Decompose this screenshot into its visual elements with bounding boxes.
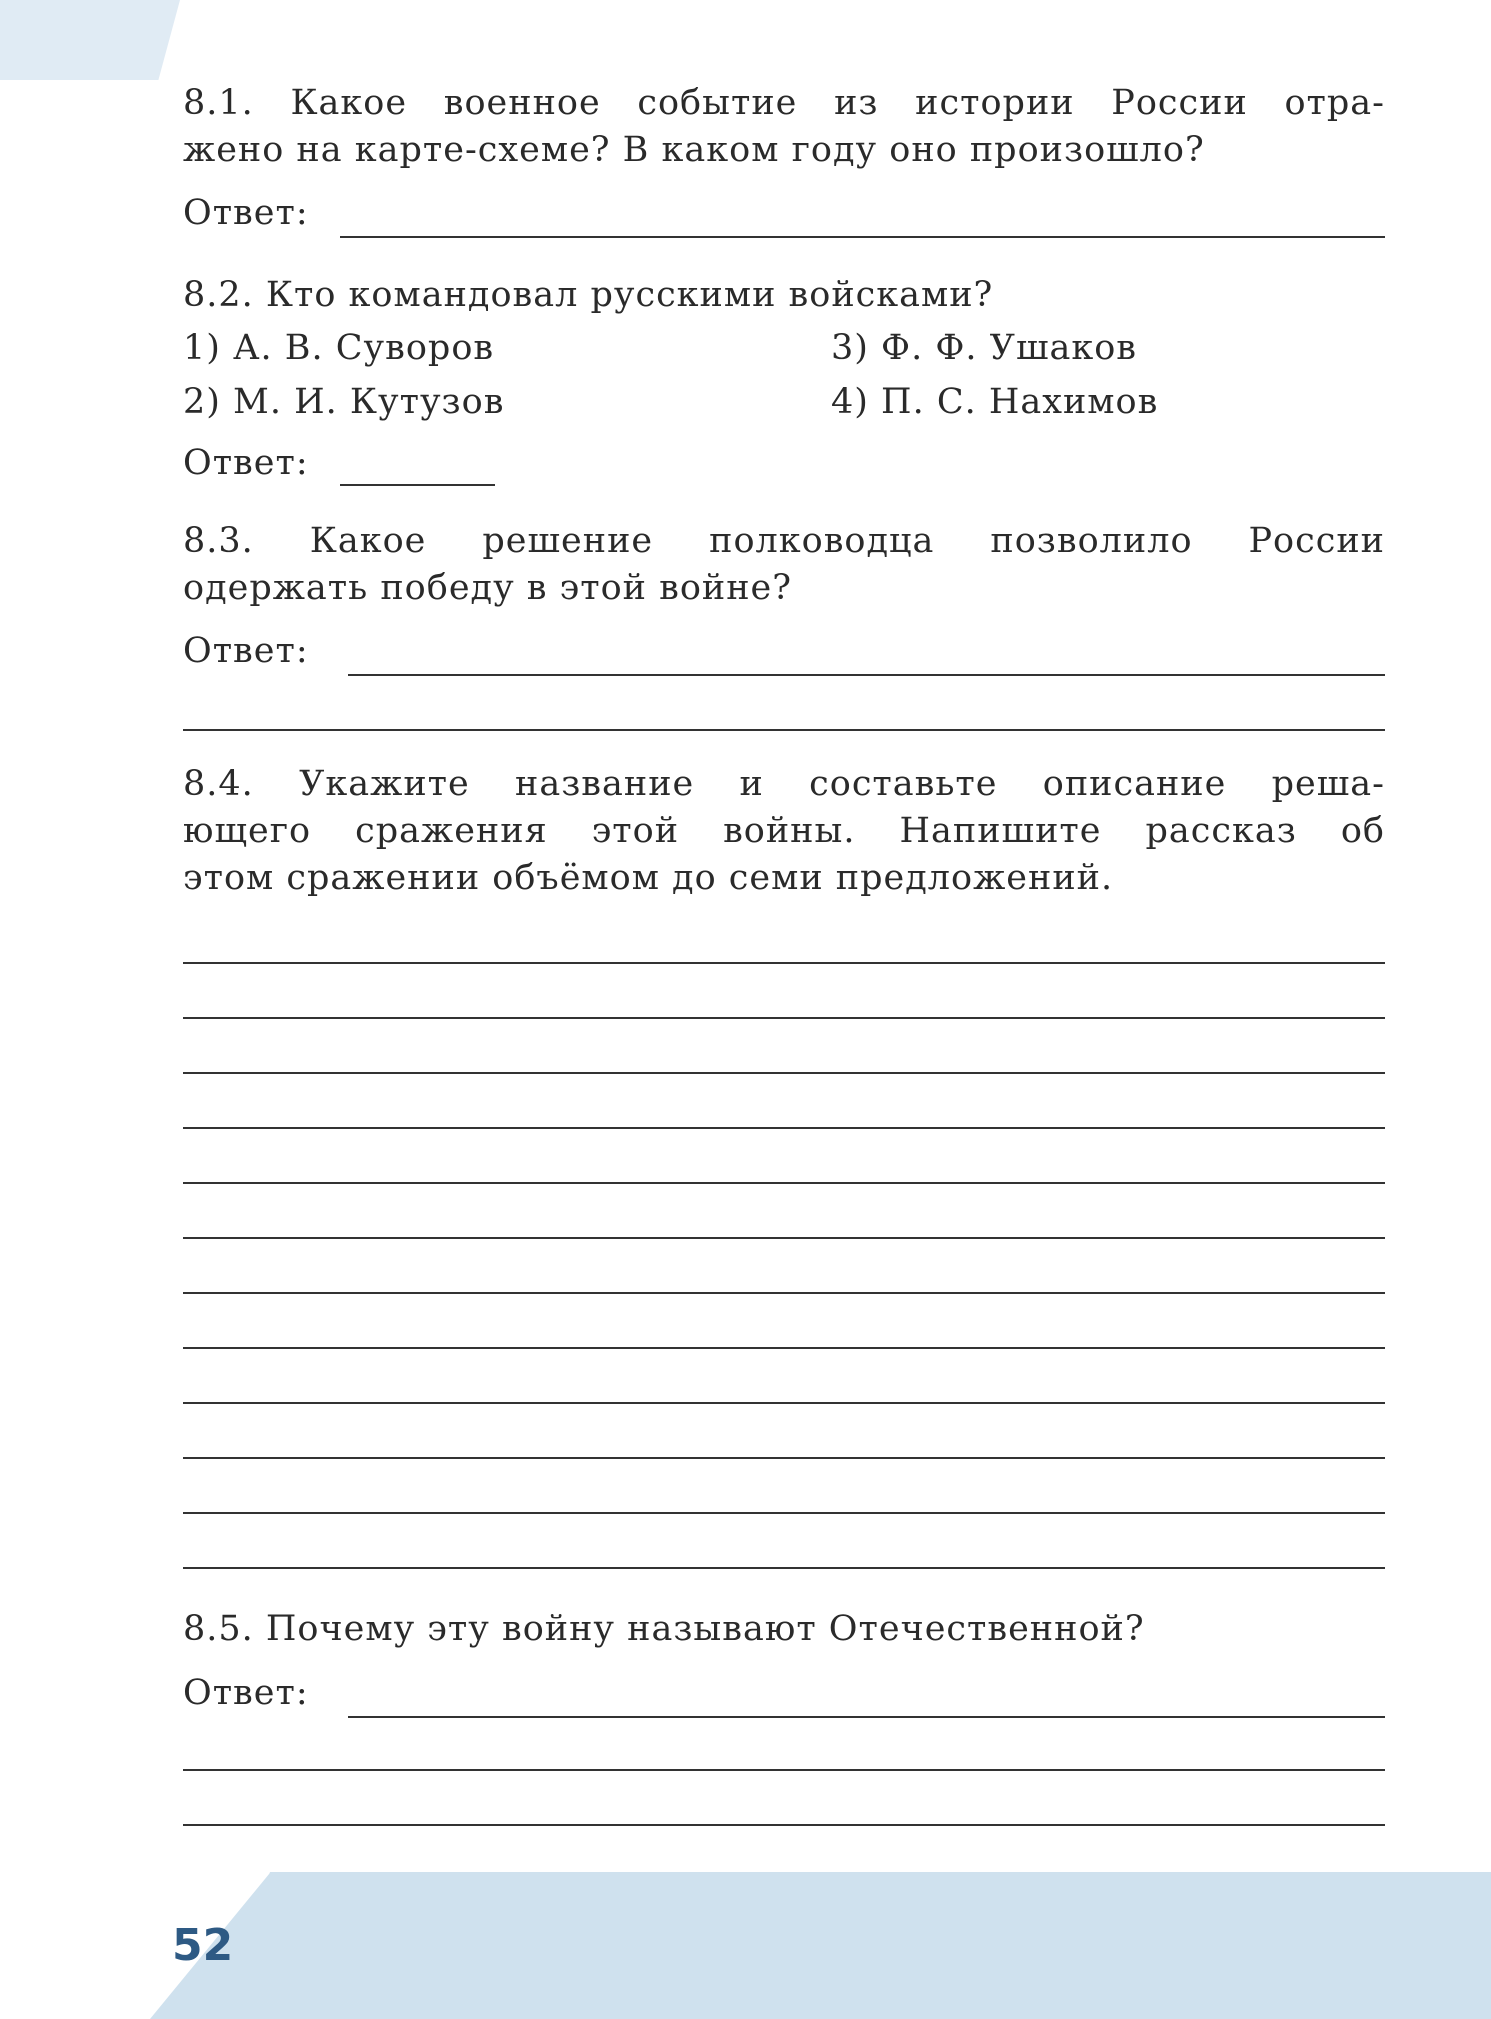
options-8-2 [183, 321, 1385, 431]
answer-row-8-3 [183, 628, 1385, 678]
question-8-3 [183, 518, 1385, 612]
answer-label: Ответ: [183, 1673, 309, 1713]
question-8-4 [183, 761, 1385, 902]
question-8-4-line-1: 8.4. Укажите название и составьте описание реша- [183, 764, 1385, 804]
writing-line[interactable] [183, 1182, 1385, 1184]
question-8-3-line-1: 8.3. Какое решение полководца позволило России [183, 521, 1385, 561]
answer-line[interactable] [183, 1824, 1385, 1826]
answer-line[interactable] [348, 1716, 1385, 1718]
option-1[interactable]: 1) А. В. Суворов [183, 328, 495, 368]
writing-line[interactable] [183, 962, 1385, 964]
option-3[interactable]: 3) Ф. Ф. Ушаков [831, 328, 1138, 368]
option-2[interactable]: 2) М. И. Кутузов [183, 382, 505, 422]
writing-line[interactable] [183, 1567, 1385, 1569]
writing-line[interactable] [183, 1292, 1385, 1294]
question-8-5 [183, 1606, 1385, 1653]
writing-line[interactable] [183, 1072, 1385, 1074]
question-8-4-line-3: этом сражении объёмом до семи предложений. [183, 858, 1114, 898]
writing-line[interactable] [183, 1017, 1385, 1019]
answer-row-8-5 [183, 1670, 1385, 1720]
question-8-4-line-2: ющего сражения этой войны. Напишите рассказ об [183, 811, 1385, 851]
question-8-3-line-2: одержать победу в этой войне? [183, 568, 793, 608]
writing-line[interactable] [183, 1457, 1385, 1459]
answer-label: Ответ: [183, 443, 309, 483]
question-8-2-text: 8.2. Кто командовал русскими войсками? [183, 275, 994, 315]
answer-line[interactable] [183, 1769, 1385, 1771]
option-4[interactable]: 4) П. С. Нахимов [831, 382, 1159, 422]
question-8-2 [183, 272, 1385, 319]
writing-line[interactable] [183, 1127, 1385, 1129]
question-8-1-line-2: жено на карте-схеме? В каком году оно произошло? [183, 130, 1205, 170]
answer-label: Ответ: [183, 631, 309, 671]
answer-row-8-1 [183, 190, 1385, 240]
writing-line[interactable] [183, 1402, 1385, 1404]
writing-line[interactable] [183, 1237, 1385, 1239]
answer-label: Ответ: [183, 193, 309, 233]
page-number: 52 [172, 1920, 234, 1971]
footer-blue-band [150, 1872, 1491, 2019]
question-8-1 [183, 80, 1385, 174]
writing-line[interactable] [183, 1347, 1385, 1349]
corner-decoration [0, 0, 180, 80]
answer-line-short[interactable] [340, 484, 495, 486]
answer-line[interactable] [183, 729, 1385, 731]
question-8-1-line-1: 8.1. Какое военное событие из истории России отра- [183, 83, 1385, 123]
writing-line[interactable] [183, 1512, 1385, 1514]
question-8-5-text: 8.5. Почему эту войну называют Отечественной? [183, 1609, 1145, 1649]
answer-line[interactable] [348, 674, 1385, 676]
answer-line[interactable] [340, 236, 1385, 238]
answer-row-8-2 [183, 440, 1385, 490]
